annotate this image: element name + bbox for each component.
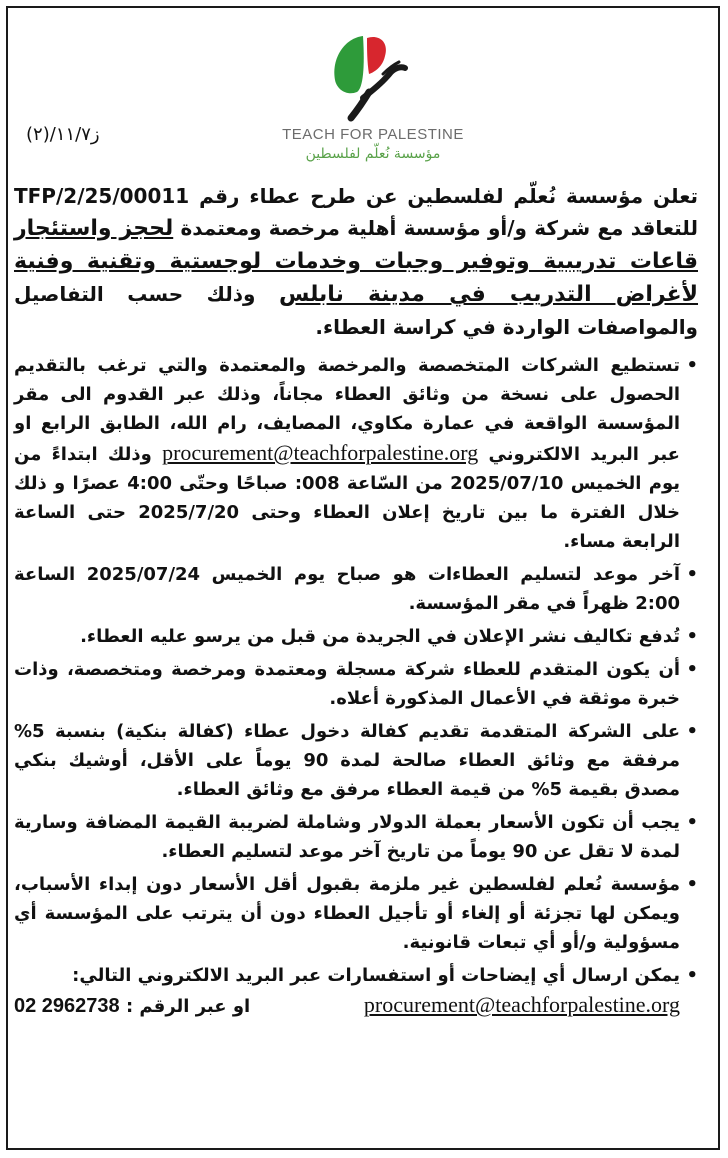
contact-item	[14, 961, 698, 1021]
reference-number: ز١١/٧/(٢)	[26, 124, 100, 145]
intro-paragraph	[14, 180, 698, 343]
intro-subject: لحجز واستئجار قاعات تدريبية وتوفير وجبات وخدمات لوجستية وتقنية وفنية لأغراض التدريب في مدينة نابلس	[14, 216, 699, 307]
list-item: • تستطيع الشركات المتخصصة والمرخصة والمعتمدة والتي ترغب بالتقديم الحصول على نسخة من وثائق العطاء مجاناً، وذلك عبر القدوم الى مقر المؤسسة الواقعة في عمارة مكاوي، المصايف، رام الله، الطابق الرابع او عبر البريد الالكتروني procurement@teachforpalestine.org وذلك ابتداءً من يوم الخميس 2025/07/10 من السّاعة 008: صباحًا وحتّى 4:00 عصرًا و ذلك خلال الفترة ما بين تاريخ إعلان العطاء وحتى 2025/7/20 حتى الساعة الرابعة مساء.	[14, 351, 698, 556]
logo-name-en: TEACH FOR PALESTINE	[282, 126, 464, 143]
list-item: • أن يكون المتقدم للعطاء شركة مسجلة ومعتمدة ومرخصة ومتخصصة، وذات خبرة موثقة في الأعمال المذكورة أعلاه.	[14, 655, 698, 713]
phone-number[interactable]: 02 2962738	[14, 995, 120, 1017]
organization-logo	[278, 28, 468, 178]
phone-label: او عبر الرقم :	[125, 996, 251, 1017]
announcement-body	[14, 180, 698, 1025]
butterfly-logo-icon	[323, 28, 413, 128]
list-item: • تُدفع تكاليف نشر الإعلان في الجريدة من قبل من يرسو عليه العطاء.	[14, 622, 698, 651]
announcement-frame	[6, 6, 720, 1150]
intro-text: تعلن مؤسسة نُعلّم لفلسطين عن طرح عطاء رقم 25/00011/TFP/2 للتعاقد مع شركة و/أو مؤسسة أهلية مرخصة ومعتمدة	[14, 184, 698, 240]
list-item: • يجب أن تكون الأسعار بعملة الدولار وشاملة لضريبة القيمة المضافة وسارية لمدة لا تقل عن 90 يوماً من تاريخ آخر موعد لتسليم العطاء.	[14, 808, 698, 866]
intro-tail: وذلك حسب التفاصيل والمواصفات الواردة في كراسة العطاء.	[14, 282, 698, 339]
logo-name-ar: مؤسسة نُعلّم لفلسطين	[305, 146, 441, 162]
terms-list	[14, 351, 698, 1021]
list-item: • على الشركة المتقدمة تقديم كفالة دخول عطاء (كفالة بنكية) بنسبة 5% مرفقة مع وثائق العطاء صالحة لمدة 90 يوماً على الأقل، أوشيك بنكي مصدق بقيمة 5% من قيمة العطاء مرفق مع وثائق العطاء.	[14, 717, 698, 804]
contact-line	[14, 990, 680, 1021]
contact-text: • يمكن ارسال أي إيضاحات أو استفسارات عبر البريد الالكتروني التالي:	[72, 965, 680, 986]
phone-group	[14, 992, 250, 1021]
email-link[interactable]: procurement@teachforpalestine.org	[162, 440, 479, 465]
list-item: • مؤسسة نُعلم لفلسطين غير ملزمة بقبول أقل الأسعار دون إبداء الأسباب، ويمكن لها تجزئة أو إلغاء أو تأجيل العطاء دون أن يترتب على المؤسسة أي مسؤولية و/أو أي تبعات قانونية.	[14, 870, 698, 957]
contact-email-link[interactable]: procurement@teachforpalestine.org	[363, 992, 680, 1017]
list-item: • آخر موعد لتسليم العطاءات هو صباح يوم الخميس 2025/07/24 الساعة 2:00 ظهراً في مقر المؤسسة.	[14, 560, 698, 618]
